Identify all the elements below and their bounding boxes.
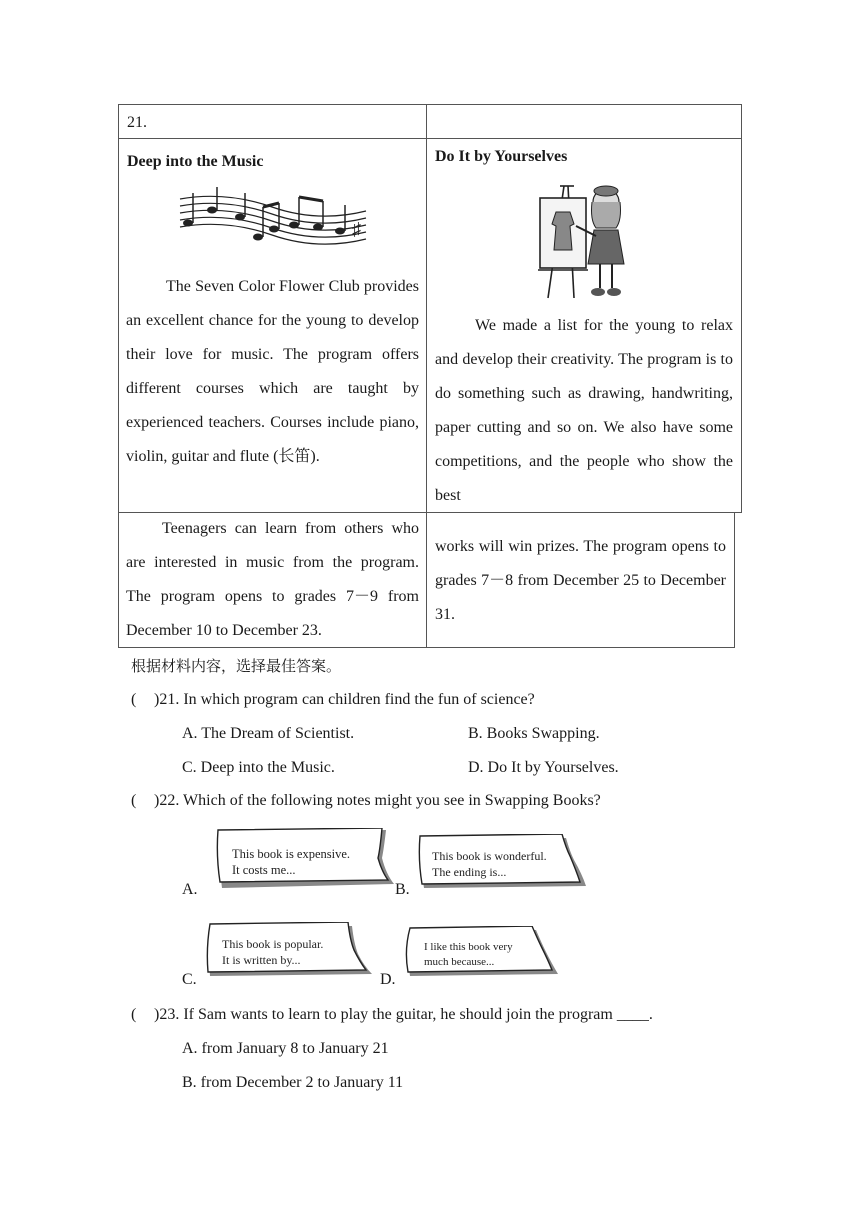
q21-option-d: D. Do It by Yourselves. bbox=[468, 759, 619, 776]
girl-painting-illustration bbox=[534, 180, 634, 302]
music-program-body: The Seven Color Flower Club provides an excellent chance for the young to develop their love for music. The program offers different courses which are taught by experienced teachers. Courses include piano, violin, guitar and flute (长笛). bbox=[126, 278, 419, 465]
note-a-image bbox=[214, 828, 396, 892]
q22-stem: )22. Which of the following notes might you see in Swapping Books? bbox=[154, 792, 601, 809]
note-a-line2: It costs me... bbox=[232, 863, 296, 877]
music-program-continued: Teenagers can learn from others who are interested in music from the program. The program opens to grades 7－9 from December 10 to December 23. bbox=[126, 520, 419, 639]
music-notes-illustration bbox=[176, 185, 370, 249]
music-program-title: Deep into the Music bbox=[127, 153, 264, 170]
q21-paren: ( bbox=[131, 691, 137, 708]
note-b-image bbox=[416, 834, 588, 892]
instruction-text: 根据材料内容，选择最佳答案。 bbox=[131, 657, 342, 675]
svg-text:♯: ♯ bbox=[352, 219, 361, 239]
q22-option-c: C. bbox=[182, 971, 197, 988]
q23-paren: ( bbox=[131, 1006, 137, 1023]
note-a-line1: This book is expensive. bbox=[232, 847, 351, 861]
table-cell-r1-left bbox=[118, 104, 427, 139]
question-number-label: 21. bbox=[127, 114, 147, 131]
q23-stem: )23. If Sam wants to learn to play the guitar, he should join the program ____. bbox=[154, 1006, 653, 1023]
note-d-line2: much because... bbox=[424, 956, 495, 968]
q22-option-b: B. bbox=[395, 881, 410, 898]
table-cell-r1-right bbox=[426, 104, 742, 139]
q21-option-a: A. The Dream of Scientist. bbox=[182, 725, 355, 742]
note-b-line2: The ending is... bbox=[432, 865, 507, 879]
note-c-line2: It is written by... bbox=[222, 953, 301, 967]
diy-program-title: Do It by Yourselves bbox=[435, 148, 568, 165]
note-b-line1: This book is wonderful. bbox=[432, 849, 547, 863]
q21-option-c: C. Deep into the Music. bbox=[182, 759, 335, 776]
diy-program-continued: works will win prizes. The program opens to grades 7－8 from December 25 to December 31. bbox=[435, 538, 726, 623]
q21-stem: )21. In which program can children find the fun of science? bbox=[154, 691, 535, 708]
q22-option-d: D. bbox=[380, 971, 396, 988]
q22-paren: ( bbox=[131, 792, 137, 809]
note-d-image bbox=[404, 926, 560, 978]
note-c-line1: This book is popular. bbox=[222, 937, 324, 951]
q21-option-b: B. Books Swapping. bbox=[468, 725, 600, 742]
q23-option-b: B. from December 2 to January 11 bbox=[182, 1074, 404, 1091]
diy-program-body: We made a list for the young to relax and develop their creativity. The program is to do something such as drawing, handwriting, paper cutting and so on. We also have some competitions, and the people who show the best bbox=[435, 317, 733, 504]
q23-option-a: A. from January 8 to January 21 bbox=[182, 1040, 389, 1057]
note-c-image bbox=[204, 922, 374, 980]
note-d-line1: I like this book very bbox=[424, 941, 513, 953]
q22-option-a: A. bbox=[182, 881, 198, 898]
